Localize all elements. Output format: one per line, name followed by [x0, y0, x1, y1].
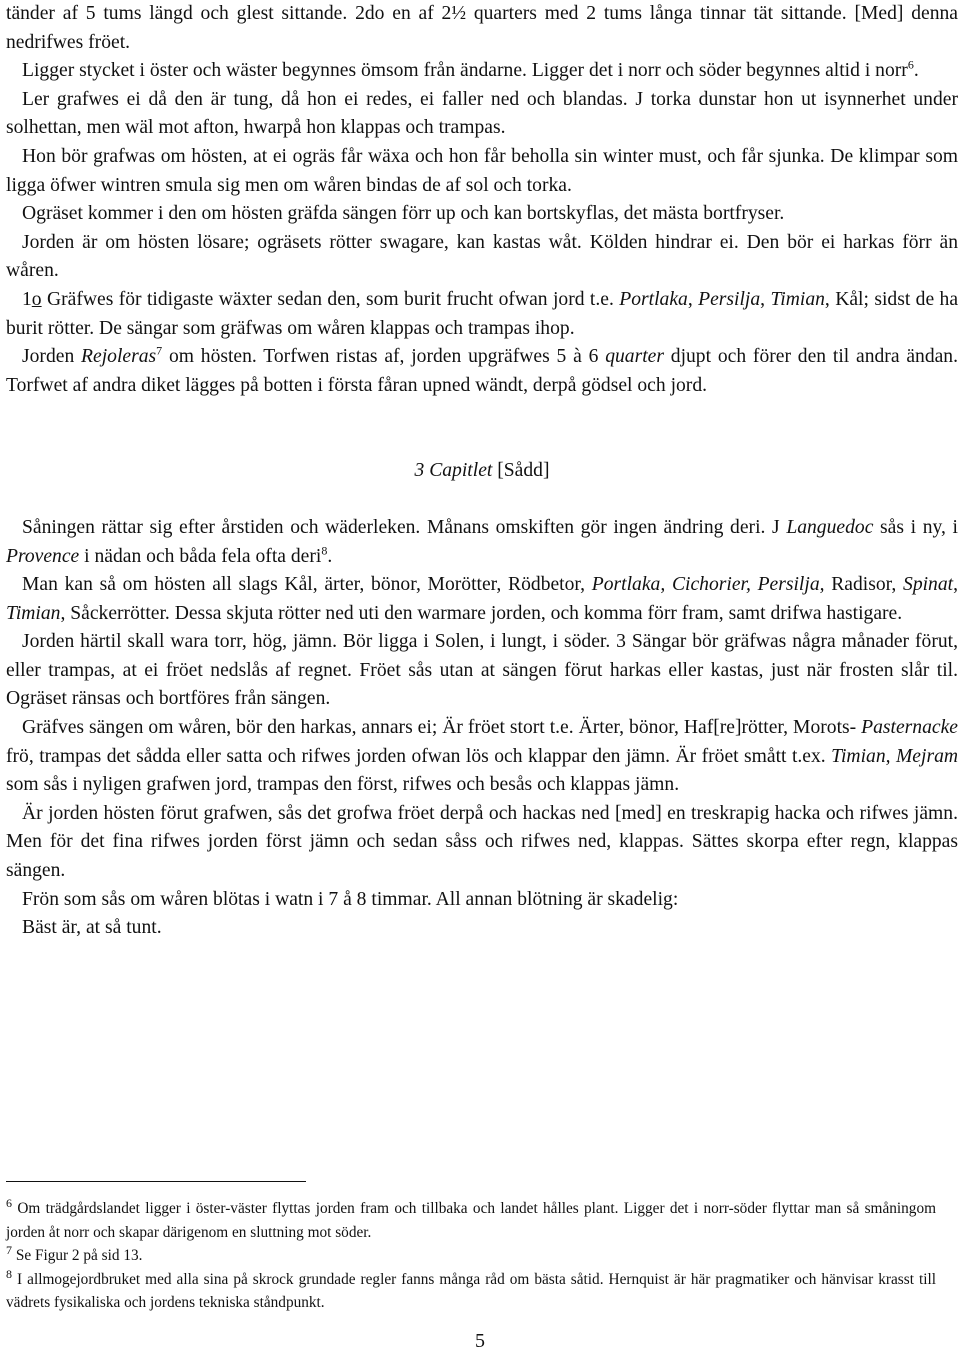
footnote-ref-7: 7 [156, 343, 163, 358]
footnote-separator [6, 1181, 306, 1182]
paragraph: Bäst är, at så tunt. [22, 917, 162, 939]
paragraph: Ogräset kommer i den om hösten gräfda sängen förr up och kan bortskyflas, det mästa bortfryser. [22, 203, 785, 225]
chapter-heading: 3 Capitlet [Sådd] [414, 460, 550, 482]
footnote-ref-6: 6 [907, 57, 914, 72]
footnote-7: $^7$ Se Figur 2 på sid 13. [6, 1242, 143, 1264]
footnotes [6, 1197, 936, 1315]
paragraph: Jorden Rejoleras$^7$ om hösten. Torfwen ristas af, jorden upgräfwes 5 à 6 quarter djupt och förer den til andra ändan. Torfwet af andra diket lägges på botten i första fåran upned wändt, derpå gödsel och jord. [6, 343, 959, 396]
paragraph: Hon bör grafwas om hösten, at ei ogräs får wäxa och hon får beholla sin winter must, och får sjunka. De klimpar som ligga öfwer wintren smula sig men om wåren bindas de af sol och torka. [6, 145, 958, 196]
body-text [6, 0, 958, 943]
paragraph: 1o Gräfwes för tidigaste wäxter sedan den, som burit frucht ofwan jord t.e. Portlaka, Persilja, Timian, Kål; sidst de ha burit rötter. De sängar som gräfwas om wåren klappas och trampas ihop. [6, 288, 959, 339]
paragraph: tänder af 5 tums längd och glest sittande. 2do en af 2½ quarters med 2 tums långa tinnar tät sittande. [Med] denna nedrifwes fröet. [6, 3, 958, 53]
paragraph: Man kan så om hösten all slags Kål, ärter, bönor, Morötter, Rödbetor, Portlaka, Cichorier, Persilja, Radisor, Spinat, Timian, Såckerrötter. Dessa skjuta rötter ned uti den warmare jorden, och komma förr fram, samt drifwa hastigare. [6, 574, 958, 624]
paragraph: Såningen rättar sig efter årstiden och wäderleken. Månans omskiften gör ingen ändring deri. J Languedoc sås i ny, i Provence i nädan och båda fela ofta deri$^8$. [6, 516, 958, 567]
paragraph: Frön som sås om wåren blötas i watn i 7 å 8 timmar. All annan blötning är skadelig: [22, 888, 679, 910]
footnote-ref-8: 8 [321, 542, 328, 557]
paragraph: Är jorden hösten förut grafwen, sås det grofwa fröet derpå och hackas ned [med] en treskrapig hacka och rifwes jämn. Men för det fina rifwes jorden först jämn och sedan såss och rifwes ned, klappas. Sättes skorpa efter regn, klappas sängen. [6, 802, 958, 882]
paragraph: Jorden är om hösten lösare; ogräsets rötter swagare, kan kastas wåt. Kölden hindrar ei. Den bör ei harkas förr än wåren. [6, 231, 958, 282]
footnote-8: $^8$ I allmogejordbruket med alla sina på skrock grundade regler fanns många råd om bästa såtid. Hernquist är här pragmatiker och hänvisar krasst till vädrets fysikaliska och jordens tekniska ståndpunkt. [6, 1266, 936, 1311]
paragraph: Ligger stycket i öster och wäster begynnes ömsom från ändarne. Ligger det i norr och söder begynnes altid i norr$^6$. [22, 57, 919, 82]
paragraph: Ler grafwes ei då den är tung, då hon ei redes, ei faller ned och blandas. J torka dunstar hon ut isynnerhet under solhettan, men wäl mot afton, hwarpå hon klappas och trampas. [6, 88, 958, 139]
footnote-6: $^6$ Om trädgårdslandet ligger i öster-väster flyttas jorden fram och tillbaka och landet hålles plant. Ligger det i norr-söder flyttar man så småningom jorden åt norr och skapar därigenom en sluttning mot söder. [6, 1195, 936, 1241]
page-number: 5 [475, 1330, 485, 1352]
paragraph: Gräfves sängen om wåren, bör den harkas, annars ei; Är fröet stort t.e. Ärter, bönor, Haf[re]rötter, Morots- Pasternacke frö, trampas det sådda eller satta och rifwes jorden ofwan lös och klappar den jämn. Är fröet smått t.ex. Timian, Mejram som sås i nyligen grafwen jord, trampas den först, rifwes och besås och klappas jämn. [6, 717, 959, 796]
paragraph: Jorden härtil skall wara torr, hög, jämn. Bör ligga i Solen, i lungt, i söder. 3 Sängar bör gräfwas några månader förut, eller trampas, at ei fröet nedslås af regnet. Fröet sås utan at sängen förut harkas eller kastas, just när frosten slår til. Ogräset ränsas och bortföres från sängen. [6, 631, 958, 710]
